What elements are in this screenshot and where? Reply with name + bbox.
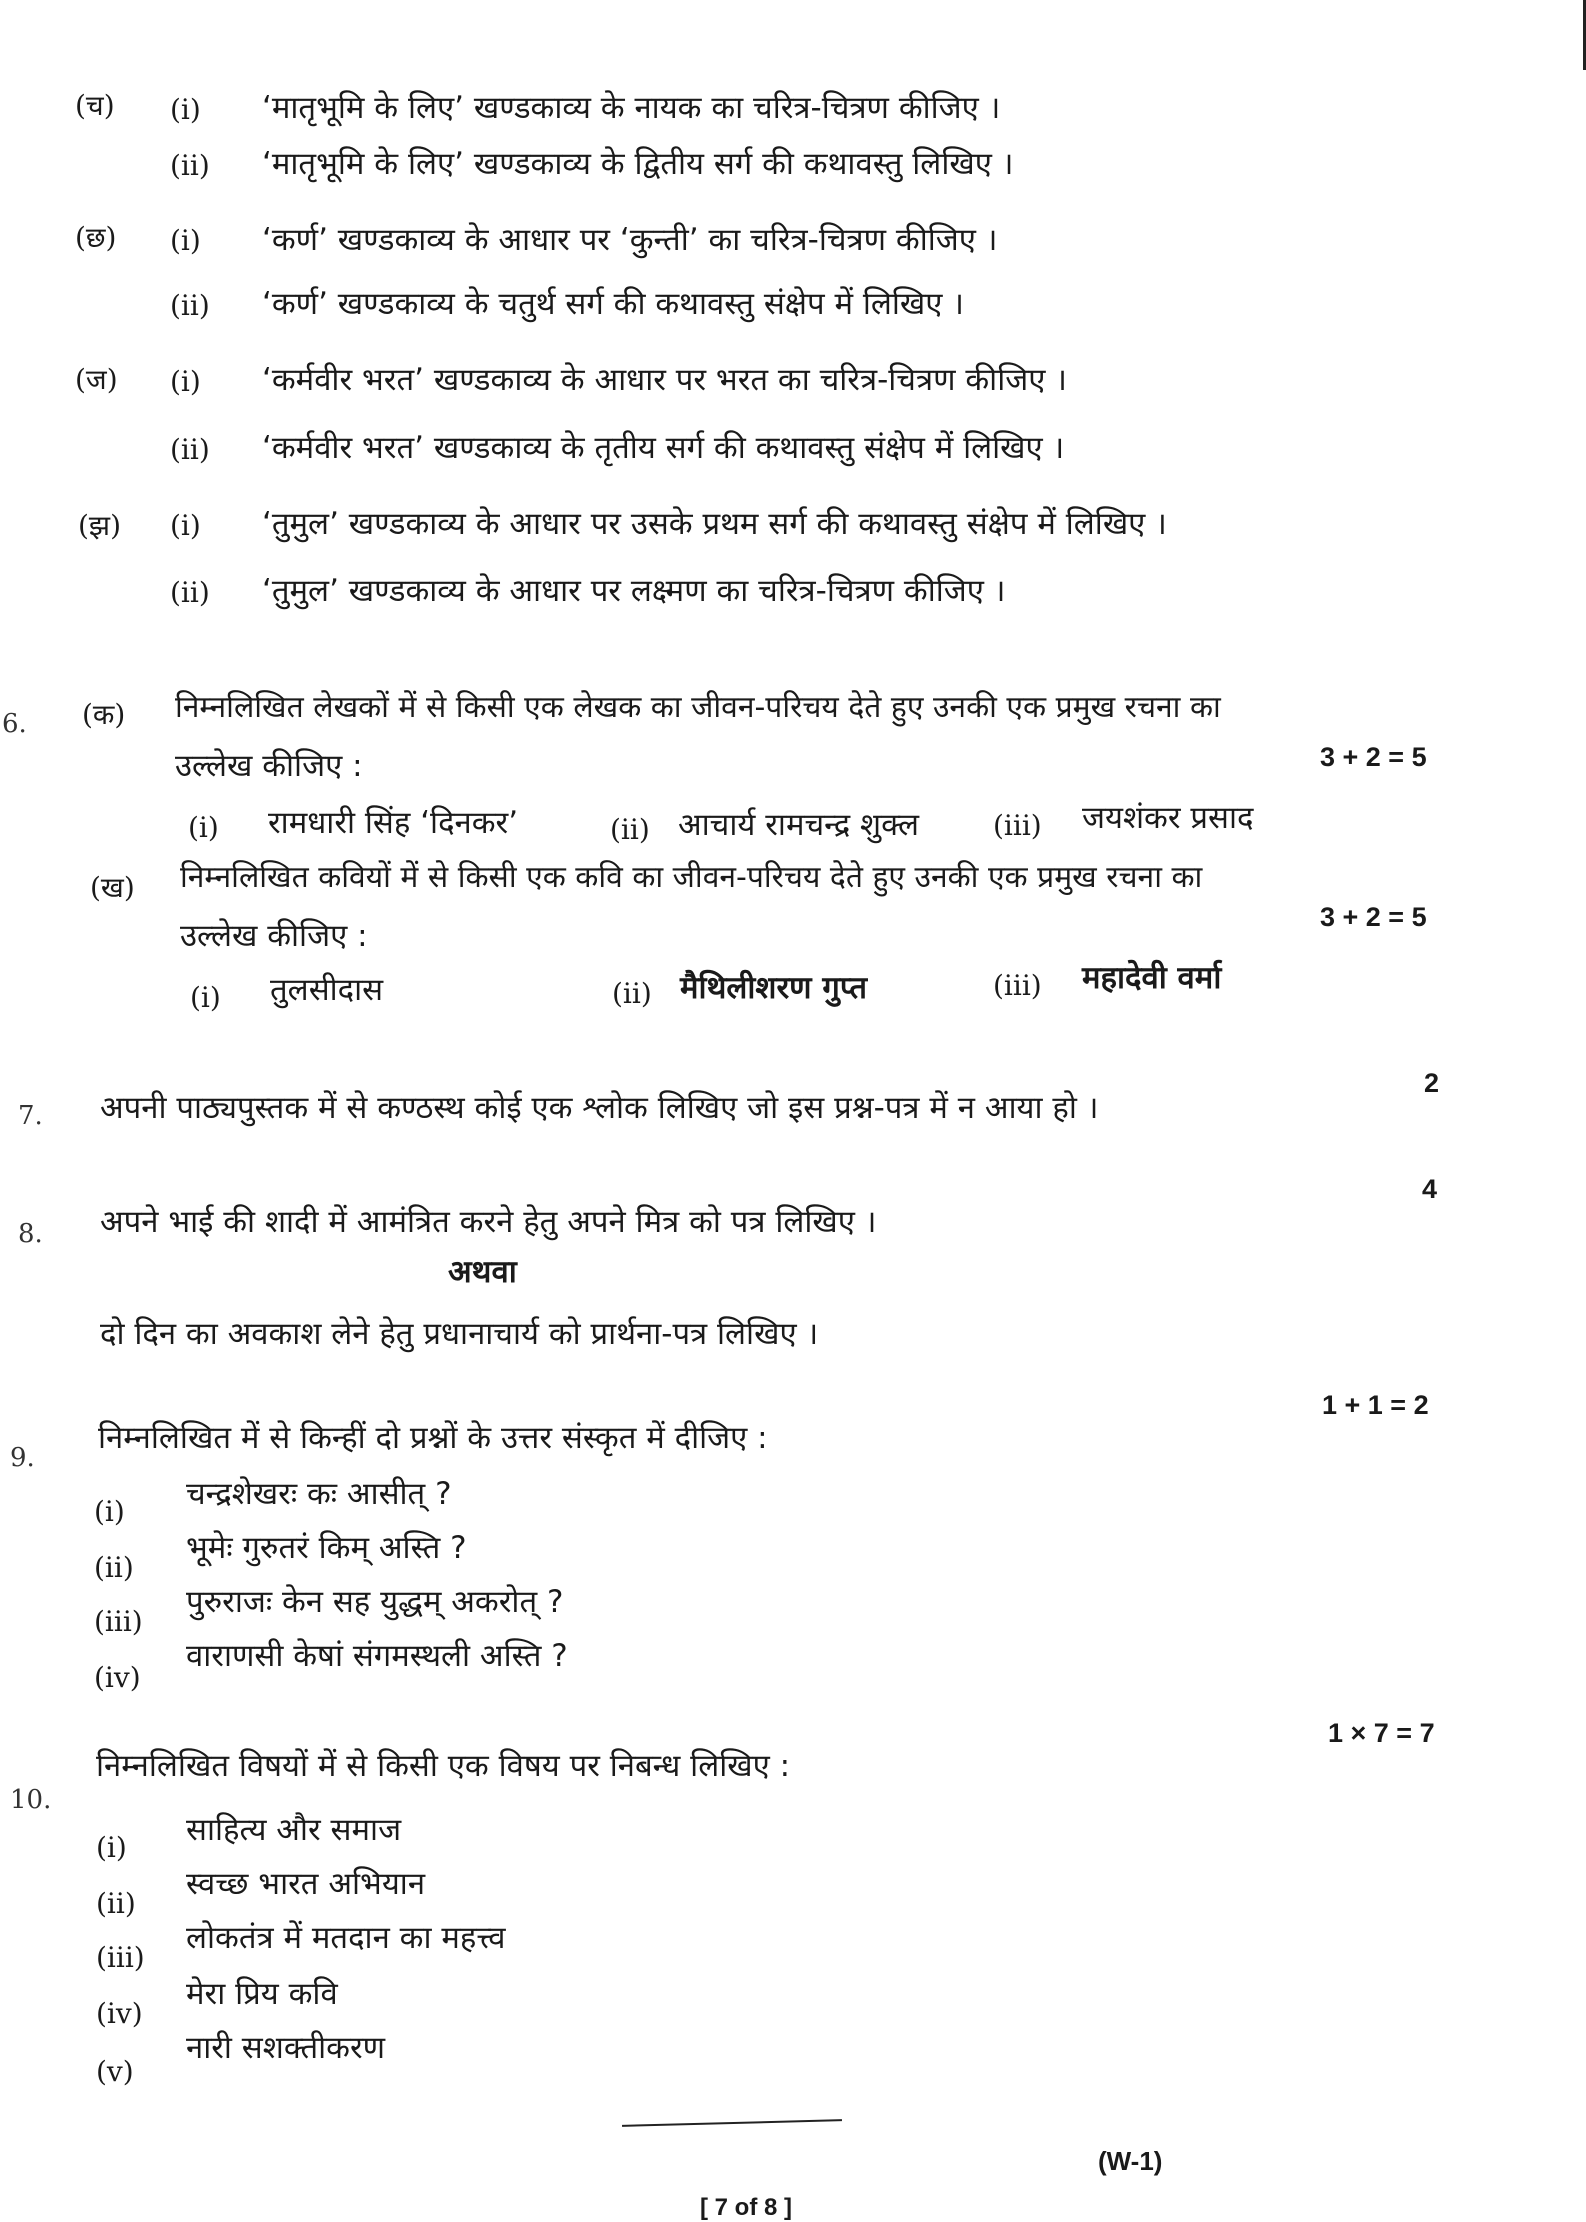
item-num: (ii) bbox=[170, 576, 210, 609]
question-text: अपने भाई की शादी में आमंत्रित करने हेतु अपने मित्र को पत्र लिखिए । bbox=[100, 1204, 877, 1240]
item-num: (i) bbox=[94, 1495, 125, 1528]
essay-topic: लोकतंत्र में मतदान का महत्त्व bbox=[186, 1920, 506, 1956]
question-text: ‘मातृभूमि के लिए’ खण्डकाव्य के द्वितीय सर्ग की कथावस्तु लिखिए । bbox=[262, 146, 1014, 182]
sanskrit-question: चन्द्रशेखरः कः आसीत् ? bbox=[186, 1476, 452, 1512]
section-jha-label: (झ) bbox=[78, 509, 122, 542]
section-ja-label: (ज) bbox=[75, 363, 118, 396]
marks: 1 × 7 = 7 bbox=[1328, 1718, 1435, 1748]
item-num: (i) bbox=[170, 365, 201, 398]
page-number: [ 7 of 8 ] bbox=[700, 2194, 793, 2221]
sanskrit-question: पुरुराजः केन सह युद्धम् अकरोत् ? bbox=[186, 1584, 564, 1620]
option-text: आचार्य रामचन्द्र शुक्ल bbox=[678, 807, 920, 843]
question-text: ‘कर्मवीर भरत’ खण्डकाव्य के आधार पर भरत का चरित्र-चित्रण कीजिए । bbox=[262, 362, 1067, 398]
question-text: ‘तुमुल’ खण्डकाव्य के आधार पर उसके प्रथम सर्ग की कथावस्तु संक्षेप में लिखिए । bbox=[262, 506, 1167, 542]
question-text: अपनी पाठ्यपुस्तक में से कण्ठस्थ कोई एक श्लोक लिखिए जो इस प्रश्न-पत्र में न आया हो । bbox=[100, 1090, 1099, 1126]
question-text: निम्नलिखित कवियों में से किसी एक कवि का जीवन-परिचय देते हुए उनकी एक प्रमुख रचना का bbox=[180, 860, 1203, 895]
option-num: (iii) bbox=[993, 969, 1042, 1002]
question-number: 9. bbox=[10, 1443, 35, 1473]
item-num: (ii) bbox=[170, 149, 210, 182]
question-number: 6. bbox=[2, 709, 27, 739]
essay-topic: नारी सशक्तीकरण bbox=[186, 2030, 386, 2066]
question-text: ‘मातृभूमि के लिए’ खण्डकाव्य के नायक का चरित्र-चित्रण कीजिए । bbox=[262, 90, 1001, 126]
essay-topic: स्वच्छ भारत अभियान bbox=[186, 1866, 426, 1902]
marks: 3 + 2 = 5 bbox=[1320, 902, 1427, 932]
option-text: मैथिलीशरण गुप्त bbox=[680, 970, 868, 1006]
item-num: (i) bbox=[96, 1831, 127, 1864]
section-chh-label: (छ) bbox=[75, 221, 117, 254]
option-num: (i) bbox=[190, 981, 221, 1014]
item-num: (iii) bbox=[96, 1941, 145, 1974]
item-num: (i) bbox=[170, 224, 201, 257]
option-text: रामधारी सिंह ‘दिनकर’ bbox=[268, 805, 519, 841]
question-number: 8. bbox=[18, 1219, 43, 1249]
option-text: महादेवी वर्मा bbox=[1082, 960, 1222, 996]
item-num: (v) bbox=[96, 2055, 134, 2088]
item-num: (iii) bbox=[94, 1605, 143, 1638]
marks: 2 bbox=[1424, 1068, 1440, 1098]
essay-topic: मेरा प्रिय कवि bbox=[186, 1976, 338, 2012]
footer-rule bbox=[622, 2119, 842, 2127]
question-text: ‘कर्ण’ खण्डकाव्य के चतुर्थ सर्ग की कथावस्तु संक्षेप में लिखिए । bbox=[262, 286, 965, 322]
question-text: उल्लेख कीजिए : bbox=[180, 918, 368, 954]
question-text: निम्नलिखित में से किन्हीं दो प्रश्नों के उत्तर संस्कृत में दीजिए : bbox=[98, 1420, 768, 1456]
question-number: 7. bbox=[18, 1101, 43, 1131]
question-text: ‘तुमुल’ खण्डकाव्य के आधार पर लक्ष्मण का चरित्र-चित्रण कीजिए । bbox=[262, 573, 1006, 609]
option-text: तुलसीदास bbox=[270, 972, 384, 1008]
option-num: (i) bbox=[188, 811, 219, 844]
question-number: 10. bbox=[10, 1785, 52, 1815]
option-num: (ii) bbox=[612, 977, 652, 1010]
option-text: जयशंकर प्रसाद bbox=[1082, 800, 1254, 836]
item-num: (ii) bbox=[170, 433, 210, 466]
marks: 3 + 2 = 5 bbox=[1320, 742, 1427, 772]
sub-label-kha: (ख) bbox=[90, 871, 135, 904]
question-text: ‘कर्मवीर भरत’ खण्डकाव्य के तृतीय सर्ग की कथावस्तु संक्षेप में लिखिए । bbox=[262, 430, 1065, 466]
sanskrit-question: वाराणसी केषां संगमस्थली अस्ति ? bbox=[186, 1638, 568, 1674]
alternate-question-text: दो दिन का अवकाश लेने हेतु प्रधानाचार्य को प्रार्थना-पत्र लिखिए । bbox=[100, 1316, 819, 1352]
question-text: निम्नलिखित विषयों में से किसी एक विषय पर निबन्ध लिखिए : bbox=[96, 1748, 791, 1784]
sanskrit-question: भूमेः गुरुतरं किम् अस्ति ? bbox=[186, 1530, 467, 1566]
question-text: उल्लेख कीजिए : bbox=[175, 748, 363, 784]
section-ch-label: (च) bbox=[75, 89, 115, 122]
paper-code: (W-1) bbox=[1098, 2146, 1163, 2176]
item-num: (iv) bbox=[94, 1661, 141, 1694]
option-num: (ii) bbox=[610, 813, 650, 846]
item-num: (i) bbox=[170, 509, 201, 542]
item-num: (i) bbox=[170, 93, 201, 126]
or-label: अथवा bbox=[448, 1254, 517, 1290]
item-num: (iv) bbox=[96, 1997, 143, 2030]
marks: 4 bbox=[1422, 1174, 1438, 1204]
question-text: निम्नलिखित लेखकों में से किसी एक लेखक का जीवन-परिचय देते हुए उनकी एक प्रमुख रचना का bbox=[175, 690, 1221, 725]
option-num: (iii) bbox=[993, 809, 1042, 842]
item-num: (ii) bbox=[94, 1551, 134, 1584]
question-text: ‘कर्ण’ खण्डकाव्य के आधार पर ‘कुन्ती’ का चरित्र-चित्रण कीजिए । bbox=[262, 222, 998, 258]
essay-topic: साहित्य और समाज bbox=[186, 1812, 402, 1848]
sub-label-ka: (क) bbox=[82, 698, 126, 731]
item-num: (ii) bbox=[170, 289, 210, 322]
item-num: (ii) bbox=[96, 1887, 136, 1920]
marks: 1 + 1 = 2 bbox=[1322, 1390, 1429, 1420]
